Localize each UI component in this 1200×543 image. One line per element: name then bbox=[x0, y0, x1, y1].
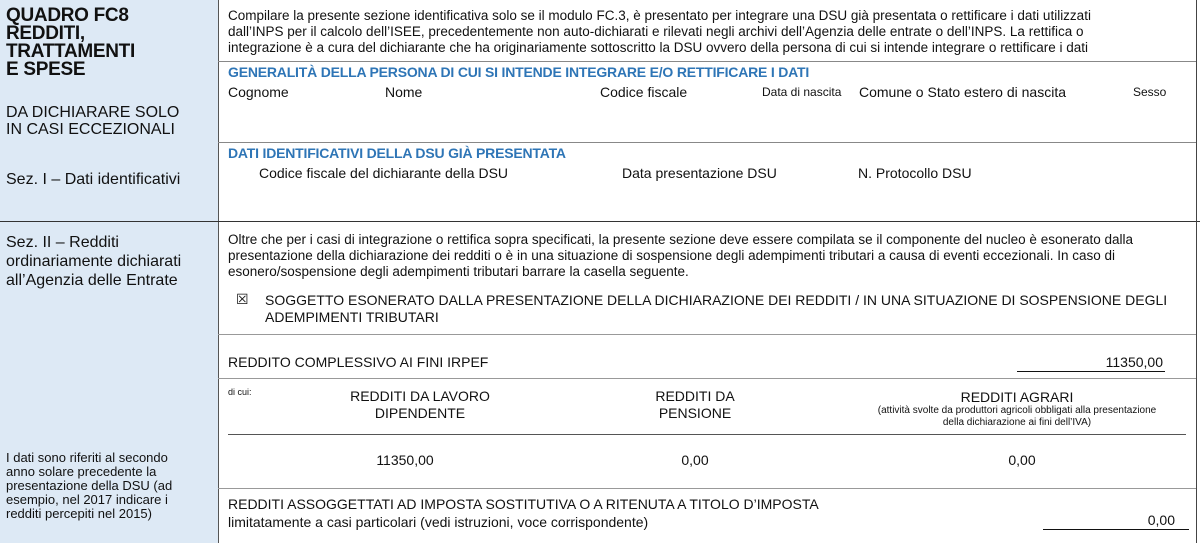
reddito-complessivo-value[interactable]: 11350,00 bbox=[1105, 354, 1163, 370]
cognome-label: Cognome bbox=[228, 84, 289, 100]
esonero-checkbox[interactable]: ☒ bbox=[236, 291, 249, 307]
note-line-3: presentazione della DSU (ad bbox=[6, 478, 173, 493]
sez2-intro-line-3: esonero/sospensione degli adempimenti tributari barrare la casella seguente. bbox=[228, 264, 689, 279]
quadro-title bbox=[6, 7, 135, 79]
subtitle-line-1: DA DICHIARARE SOLO bbox=[6, 104, 180, 121]
protocollo-label: N. Protocollo DSU bbox=[858, 165, 972, 181]
col-agrari-note-line-1: (attività svolte da produttori agricoli obbligati alla presentazione bbox=[877, 405, 1157, 416]
person-heading: GENERALITÀ DELLA PERSONA DI CUI SI INTENDE INTEGRARE E/O RETTIFICARE I DATI bbox=[228, 64, 810, 80]
sostitutiva-sub: limitatamente a casi particolari (vedi istruzioni, voce corrispondente) bbox=[228, 514, 649, 530]
col-agrari-header bbox=[862, 389, 1172, 429]
reddito-complessivo-label: REDDITO COMPLESSIVO AI FINI IRPEF bbox=[228, 354, 489, 370]
sostitutiva-label: REDDITI ASSOGGETTATI AD IMPOSTA SOSTITUTIVA O A RITENUTA A TITOLO D’IMPOSTA bbox=[228, 496, 819, 512]
col-pensione-line-1: REDDITI DA bbox=[655, 388, 735, 404]
esonero-line-1: SOGGETTO ESONERATO DALLA PRESENTAZIONE DELLA DICHIARAZIONE DEI REDDITI / IN UNA SITUAZIONE DI SOSPENSIONE DEGLI bbox=[265, 292, 1168, 308]
title-line-4: E SPESE bbox=[6, 59, 86, 80]
comune-nascita-label: Comune o Stato estero di nascita bbox=[859, 84, 1067, 100]
sez1-intro-line-2: dall’INPS per il calcolo dell’ISEE, precedentemente non auto-dichiarati e rilevati negli archivi dell’Agenzia delle entrate o dell’INPS. La rettifica o bbox=[228, 24, 1084, 39]
sez2-intro bbox=[228, 232, 1192, 280]
cf-dichiarante-label: Codice fiscale del dichiarante della DSU bbox=[259, 165, 509, 181]
di-cui-label: di cui: bbox=[228, 387, 252, 397]
note-line-4: esempio, nel 2017 indicare i bbox=[6, 492, 168, 507]
title-line-2: REDDITI, bbox=[6, 23, 85, 44]
col-pensione-header bbox=[600, 388, 790, 422]
values-rule bbox=[218, 488, 1196, 489]
col-pensione-line-2: PENSIONE bbox=[658, 405, 732, 421]
note-line-1: I dati sono riferiti al secondo bbox=[6, 450, 168, 465]
col-lavoro-header bbox=[300, 388, 540, 422]
title-line-1: QUADRO FC8 bbox=[6, 5, 129, 26]
data-presentazione-label: Data presentazione DSU bbox=[622, 165, 777, 181]
col-agrari-title: REDDITI AGRARI bbox=[960, 389, 1074, 405]
sostitutiva-underline bbox=[1043, 529, 1189, 530]
reddito-complessivo-underline bbox=[1017, 371, 1165, 372]
columns-rule bbox=[228, 434, 1186, 435]
col-lavoro-line-2: DIPENDENTE bbox=[374, 405, 466, 421]
col-agrari-note bbox=[862, 405, 1172, 429]
esonero-line-2: ADEMPIMENTI TRIBUTARI bbox=[265, 309, 439, 325]
esonero-label bbox=[265, 292, 1167, 326]
sez1-label: Sez. I – Dati identificativi bbox=[6, 171, 181, 188]
val-pensione[interactable]: 0,00 bbox=[681, 452, 709, 468]
sez1-intro-line-3: integrazione è a cura del dichiarante che ha originariamente sottoscritto la DSU ovvero della persona di cui si intende integrare o rettificare i dati bbox=[228, 40, 1088, 55]
sez2-line-2: ordinariamente dichiarati bbox=[6, 253, 182, 270]
sez2-label bbox=[6, 233, 181, 290]
sidebar-note bbox=[6, 451, 172, 521]
col-agrari-note-line-2: della dichiarazione ai fini dell’IVA) bbox=[942, 417, 1092, 428]
note-line-2: anno solare precedente la bbox=[6, 464, 157, 479]
sez2-line-3: all’Agenzia delle Entrate bbox=[6, 272, 178, 289]
sez1-intro bbox=[228, 8, 1192, 56]
dsu-heading: DATI IDENTIFICATIVI DELLA DSU GIÀ PRESENTATA bbox=[228, 145, 566, 161]
val-agrari[interactable]: 0,00 bbox=[1008, 452, 1036, 468]
data-nascita-label: Data di nascita bbox=[762, 85, 842, 99]
reddito-rule bbox=[218, 378, 1196, 379]
sez1-intro-line-1: Compilare la presente sezione identificativa solo se il modulo FC.3, è presentato per integrare una DSU già presentata o rettificare i dati utilizzati bbox=[228, 8, 1091, 23]
val-lavoro[interactable]: 11350,00 bbox=[376, 452, 434, 468]
sez2-line-1: Sez. II – Redditi bbox=[6, 234, 119, 251]
checkbox-rule bbox=[218, 334, 1196, 335]
sesso-label: Sesso bbox=[1133, 85, 1167, 99]
title-line-3: TRATTAMENTI bbox=[6, 41, 135, 62]
subtitle-line-2: IN CASI ECCEZIONALI bbox=[6, 121, 175, 138]
person-rule bbox=[218, 142, 1196, 143]
section-divider bbox=[0, 221, 1200, 222]
quadro-subtitle bbox=[6, 104, 179, 138]
col-lavoro-line-1: REDDITI DA LAVORO bbox=[350, 388, 490, 404]
sez2-intro-line-2: presentazione della dichiarazione dei redditi o è in una situazione di sospensione degli adempimenti tributari a causa di eventi eccezionali. In caso di bbox=[228, 248, 1116, 263]
note-line-5: redditi percepiti nel 2015) bbox=[6, 506, 152, 521]
nome-label: Nome bbox=[385, 84, 423, 100]
right-border bbox=[1196, 0, 1197, 543]
sez2-intro-line-1: Oltre che per i casi di integrazione o rettifica sopra specificati, la presente sezione deve essere compilata se il componente del nucleo è esonerato dalla bbox=[228, 232, 1134, 247]
sez1-rule bbox=[218, 61, 1196, 62]
sostitutiva-value[interactable]: 0,00 bbox=[1147, 512, 1175, 528]
codice-fiscale-label: Codice fiscale bbox=[600, 84, 688, 100]
